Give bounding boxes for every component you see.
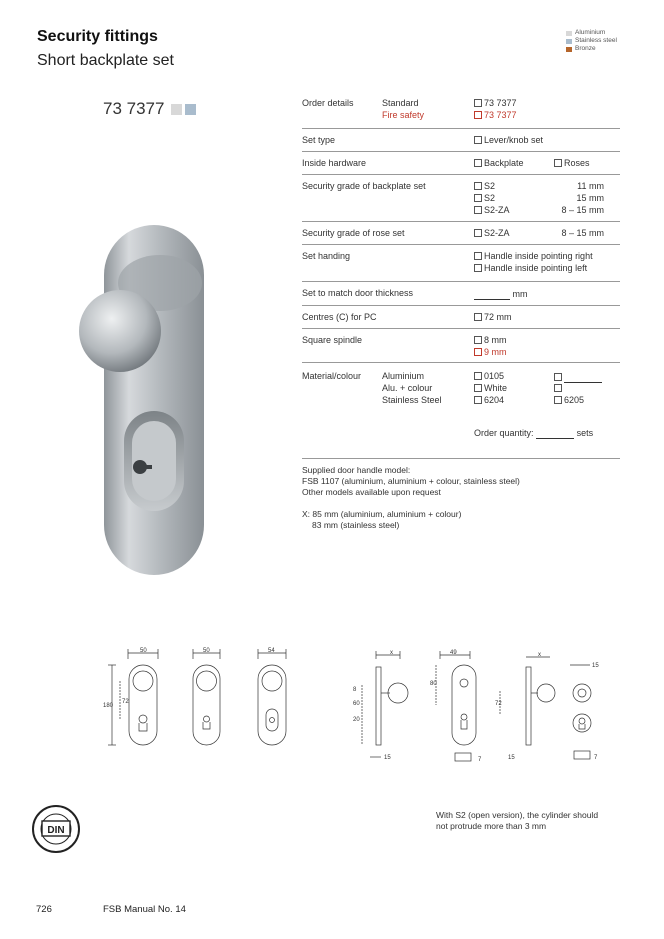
dim-x: x xyxy=(390,650,393,656)
checkbox[interactable] xyxy=(474,111,482,119)
opt-mat[interactable] xyxy=(474,371,504,382)
checkbox[interactable] xyxy=(474,348,482,356)
row-door-thickness xyxy=(302,282,620,306)
opt-centres[interactable] xyxy=(474,312,512,323)
article-number xyxy=(103,99,196,119)
label: Stainless Steel xyxy=(382,395,442,405)
checkbox[interactable] xyxy=(474,372,482,380)
label: Centres (C) for PC xyxy=(302,312,377,322)
opt-grade[interactable] xyxy=(474,181,495,192)
value: 9 mm xyxy=(484,347,507,357)
row-set-type xyxy=(302,129,620,152)
legend-swatch-aluminium xyxy=(566,31,572,36)
opt-handing-left[interactable] xyxy=(474,263,587,274)
material-legend xyxy=(566,29,617,53)
dim: 15 xyxy=(384,755,391,761)
notes xyxy=(302,465,520,531)
opt-mat-col2[interactable] xyxy=(554,371,602,383)
label: Security grade of backplate set xyxy=(302,181,426,191)
opt-rose-grade[interactable] xyxy=(474,228,510,239)
din-text: DIN xyxy=(47,825,65,836)
opt-fire[interactable] xyxy=(474,110,517,121)
row-inside-hardware xyxy=(302,152,620,175)
front-view-1 xyxy=(103,648,158,745)
checkbox[interactable] xyxy=(474,136,482,144)
checkbox[interactable] xyxy=(474,206,482,214)
dim-width: 54 xyxy=(268,648,275,654)
label: Standard xyxy=(382,98,419,108)
swatch-aluminium xyxy=(171,104,182,115)
legend-item xyxy=(566,45,617,53)
value: Roses xyxy=(564,158,590,168)
label: Set type xyxy=(302,135,336,145)
value: 6205 xyxy=(564,395,585,405)
label: Square spindle xyxy=(302,335,363,345)
dim-width: 49 xyxy=(450,650,457,656)
value: 73 7377 xyxy=(484,110,517,120)
value: Lever/knob set xyxy=(484,135,544,145)
opt-grade[interactable] xyxy=(474,193,495,204)
page-number: 726 xyxy=(36,904,52,915)
dim: 15 xyxy=(508,755,515,761)
door-thickness-field[interactable] xyxy=(474,288,528,300)
value: 72 mm xyxy=(484,312,512,322)
value: S2-ZA xyxy=(484,205,510,215)
checkbox[interactable] xyxy=(474,182,482,190)
blank-line[interactable] xyxy=(474,288,510,300)
unit: sets xyxy=(576,428,594,438)
value: 0105 xyxy=(484,371,505,381)
label: Aluminium xyxy=(382,371,425,381)
row-material xyxy=(302,363,620,443)
opt-spindle-8[interactable] xyxy=(474,335,507,346)
checkbox[interactable] xyxy=(474,396,482,404)
dim-width: 50 xyxy=(203,648,210,654)
cylinder-note xyxy=(436,810,598,832)
checkbox[interactable] xyxy=(474,229,482,237)
opt-grade[interactable] xyxy=(474,205,510,216)
dim: 7 xyxy=(478,757,482,763)
legend-label: Bronze xyxy=(575,45,596,52)
value: 73 7377 xyxy=(484,98,517,108)
legend-item xyxy=(566,37,617,45)
side-view xyxy=(353,650,408,761)
note-line: Supplied door handle model: xyxy=(302,465,411,475)
legend-swatch-stainless xyxy=(566,39,572,44)
checkbox[interactable] xyxy=(474,384,482,392)
front-view-3 xyxy=(258,648,286,745)
dim: 80 xyxy=(430,681,437,687)
opt-spindle-9[interactable] xyxy=(474,347,507,358)
legend-item xyxy=(566,29,617,37)
checkbox[interactable] xyxy=(554,384,562,392)
value: 8 – 15 mm xyxy=(561,228,604,238)
value: S2 xyxy=(484,193,496,203)
label: Material/colour xyxy=(302,371,362,381)
row-centres xyxy=(302,306,620,329)
checkbox[interactable] xyxy=(474,159,482,167)
label: Order quantity: xyxy=(474,428,534,438)
dim: 15 xyxy=(592,663,599,669)
opt-handing-right[interactable] xyxy=(474,251,593,262)
checkbox[interactable] xyxy=(474,252,482,260)
checkbox[interactable] xyxy=(554,159,562,167)
dim-centres: 72 xyxy=(122,699,129,705)
row-security-rose xyxy=(302,222,620,245)
value: Handle inside pointing right xyxy=(484,251,593,261)
value: 11 mm xyxy=(577,181,604,191)
unit: mm xyxy=(512,289,528,299)
opt-roses[interactable] xyxy=(554,158,590,169)
dim: 20 xyxy=(353,717,360,723)
value: 6204 xyxy=(484,395,505,405)
dim: 8 xyxy=(353,687,357,693)
note-line: not protrude more than 3 mm xyxy=(436,821,547,831)
row-spindle xyxy=(302,329,620,363)
blank-line[interactable] xyxy=(564,371,602,383)
opt-standard[interactable] xyxy=(474,98,517,109)
checkbox[interactable] xyxy=(474,313,482,321)
front-view-2 xyxy=(193,648,220,745)
qty-field[interactable] xyxy=(536,427,574,439)
note-line: X: 85 mm (aluminium, aluminium + colour) xyxy=(302,509,462,519)
opt-mat-col2[interactable] xyxy=(554,383,564,394)
side-view-2 xyxy=(495,652,555,761)
dim-width: 50 xyxy=(140,648,147,654)
page-title: Security fittings xyxy=(37,28,158,45)
value: S2-ZA xyxy=(484,228,510,238)
value: 8 mm xyxy=(484,335,507,345)
value: S2 xyxy=(484,181,496,191)
label: Set to match door thickness xyxy=(302,288,414,298)
dim-x: x xyxy=(538,652,541,658)
rose-views xyxy=(570,663,599,761)
opt-set-type[interactable] xyxy=(474,135,543,146)
checkbox[interactable] xyxy=(474,336,482,344)
label: Set handing xyxy=(302,251,351,261)
opt-backplate[interactable] xyxy=(474,158,524,169)
product-image xyxy=(78,225,228,585)
label: Order details xyxy=(302,98,354,108)
value: 8 – 15 mm xyxy=(561,205,604,215)
swatch-stainless xyxy=(185,104,196,115)
checkbox[interactable] xyxy=(474,264,482,272)
opt-mat[interactable] xyxy=(474,383,507,394)
value: White xyxy=(484,383,508,393)
row-order-details xyxy=(302,96,620,129)
row-handing xyxy=(302,245,620,282)
dim-height: 180 xyxy=(103,703,114,709)
label: Security grade of rose set xyxy=(302,228,405,238)
value: Handle inside pointing left xyxy=(484,263,588,273)
checkbox[interactable] xyxy=(474,99,482,107)
opt-mat[interactable] xyxy=(474,395,504,406)
note-line: Other models available upon request xyxy=(302,487,441,497)
value: Backplate xyxy=(484,158,524,168)
dim: 72 xyxy=(495,701,502,707)
manual-name: FSB Manual No. 14 xyxy=(103,904,186,915)
legend-label: Stainless steel xyxy=(575,37,617,44)
technical-drawings xyxy=(100,645,630,775)
article-number-text: 73 7377 xyxy=(103,99,165,118)
spec-table xyxy=(302,96,620,443)
knob xyxy=(79,290,161,372)
legend-label: Aluminium xyxy=(575,29,606,36)
note-line: With S2 (open version), the cylinder should xyxy=(436,810,599,820)
label: Alu. + colour xyxy=(382,383,433,393)
dim: 7 xyxy=(594,755,598,761)
order-quantity xyxy=(474,427,593,439)
legend-swatch-bronze xyxy=(566,47,572,52)
row-security-backplate xyxy=(302,175,620,222)
note-line: FSB 1107 (aluminium, aluminium + colour, stainless steel) xyxy=(302,476,520,486)
value: 15 mm xyxy=(576,193,604,203)
front-view-4 xyxy=(430,650,482,763)
label: Inside hardware xyxy=(302,158,367,168)
opt-mat-col2[interactable] xyxy=(554,395,584,406)
divider xyxy=(302,458,620,459)
checkbox[interactable] xyxy=(554,396,562,404)
label: Fire safety xyxy=(382,110,425,120)
note-line: 83 mm (stainless steel) xyxy=(312,520,400,530)
checkbox[interactable] xyxy=(474,194,482,202)
dim: 60 xyxy=(353,701,360,707)
checkbox[interactable] xyxy=(554,373,562,381)
din-certification-logo xyxy=(30,803,86,859)
page-subtitle: Short backplate set xyxy=(37,52,174,69)
